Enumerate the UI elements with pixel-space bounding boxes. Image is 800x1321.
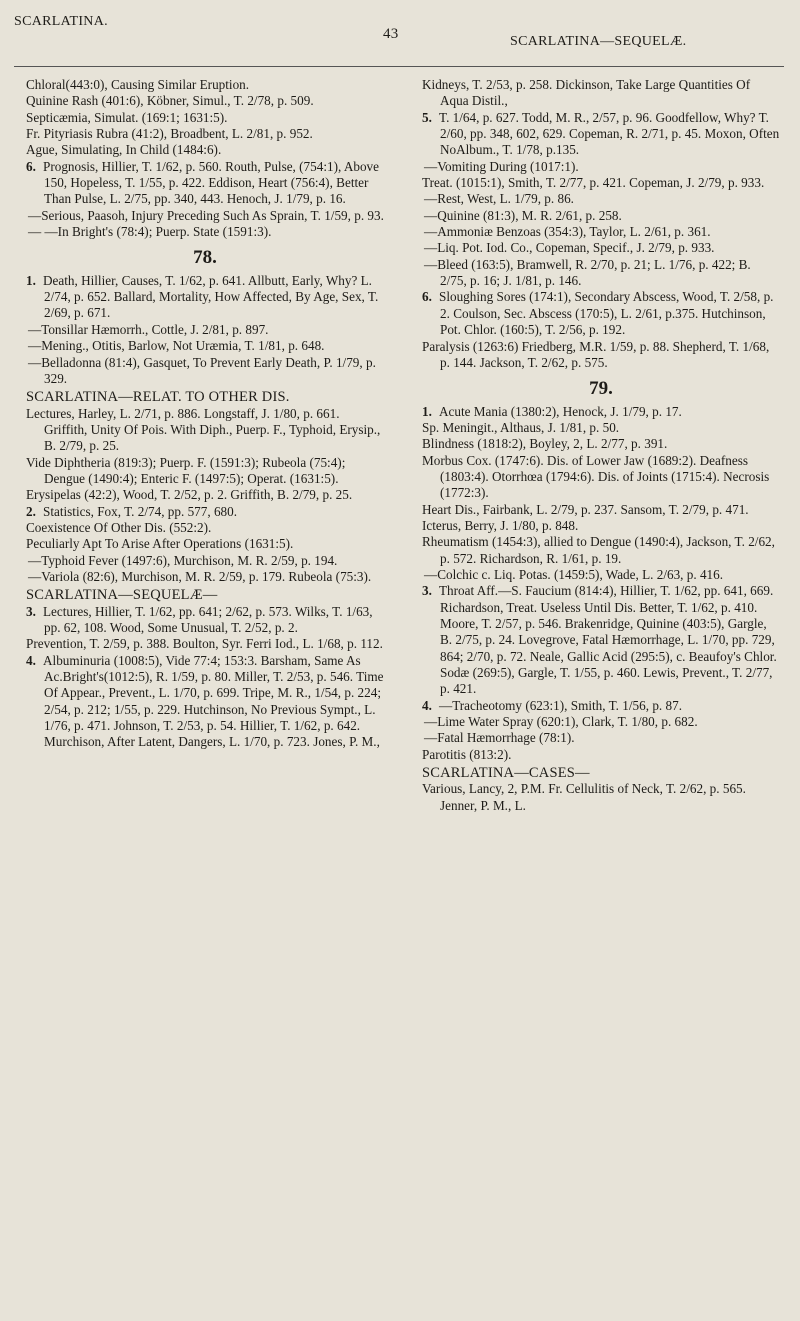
entry-text: Erysipelas (42:2), Wood, T. 2/52, p. 2. Griffith, B. 2/79, p. 25. [26,487,353,503]
entry-text: Sp. Meningit., Althaus, J. 1/81, p. 50. [422,419,620,435]
sub-entry [422,240,780,256]
line-number: 4. [422,697,432,713]
entry-text: Albuminuria (1008:5), Vide 77:4; 153:3. Barsham, Same As Ac.Bright's(1012:5), R. 1/59, p. 80. Miller, T. 2/53, p. 546. Time Of Appear., Prevent., L. 1/70, p. 699. Tripe, M. R., 1/54, p. 224; 2/54, p. 212; 1/55, p. 229. Hutchinson, No Previous Sympt., L. 1/76, p. 471. Johnson, T. 2/53, p. 54. Hillier, T. 1/62, p. 642. Murchison, After Latent, Dangers, L. 1/70, p. 723. Jones, P. M., [43,652,384,750]
index-entry [422,404,780,420]
line-number: 4. [26,652,36,668]
entry-text: Rheumatism (1454:3), allied to Dengue (1490:4), Jackson, T. 2/62, p. 572. Richardson, R. 1/61, p. 19. [422,534,775,566]
entry-text: —Fatal Hæmorrhage (78:1). [424,730,575,746]
entry-text: Fr. Pityriasis Rubra (41:2), Broadbent, L. 2/81, p. 952. [26,126,313,142]
entry-text: Treat. (1015:1), Smith, T. 2/77, p. 421. Copeman, J. 2/79, p. 933. [422,175,765,191]
entry-text: —Ammoniæ Benzoas (354:3), Taylor, L. 2/61, p. 361. [424,224,711,240]
entry-text: —Bleed (163:5), Bramwell, R. 2/70, p. 21; L. 1/76, p. 422; B. 2/75, p. 16; J. 1/81, p. 146. [424,256,751,289]
entry-text: Lectures, Hillier, T. 1/62, pp. 641; 2/62, p. 573. Wilks, T. 1/63, pp. 62, 108. Wood, Some Unusual, T. 2/52, p. 2. [43,603,373,635]
sub-entry [422,208,780,224]
running-header-left: SCARLATINA. [14,14,108,29]
entry-text: —Vomiting During (1017:1). [424,158,579,174]
header-rule [14,66,784,67]
sub-entry [422,224,780,240]
index-entry [422,420,780,436]
entry-text: —Tonsillar Hæmorrh., Cottle, J. 2/81, p. 897. [28,321,269,337]
entry-text: —Rest, West, L. 1/79, p. 86. [424,191,574,207]
line-number: 2. [26,503,36,519]
right-column [422,77,780,814]
line-number: 1. [26,272,36,288]
entry-text: Ague, Simulating, In Child (1484:6). [26,142,222,158]
entry-text: —Serious, Paasoh, Injury Preceding Such As Sprain, T. 1/59, p. 93. [28,207,384,223]
page-number: 43 [383,26,399,42]
index-entry [26,93,384,109]
index-entry [26,110,384,126]
index-entry [422,436,780,452]
index-entry [26,126,384,142]
line-number: 1. [422,403,432,419]
entry-text: —Liq. Pot. Iod. Co., Copeman, Specif., J. 2/79, p. 933. [424,240,715,256]
entry-text: Heart Dis., Fairbank, L. 2/79, p. 237. Sansom, T. 2/79, p. 471. [422,501,749,517]
line-number: 6. [422,289,432,305]
index-entry [26,636,384,652]
entry-text: Parotitis (813:2). [422,746,512,762]
entry-text: Death, Hillier, Causes, T. 1/62, p. 641. Allbutt, Early, Why? L. 2/74, p. 652. Ballard, Mortality, How Affected, By Age, Sex, T. 2/69, p. 671. [43,272,379,321]
section-number: 79. [589,378,613,400]
entry-text: Prevention, T. 2/59, p. 388. Boulton, Syr. Ferri Iod., L. 1/68, p. 112. [26,636,383,652]
sub-entry [26,355,384,388]
sub-entry [422,567,780,583]
sub-entry [26,224,384,240]
index-entry [422,781,780,814]
sub-entry [422,257,780,290]
entry-text: Septicæmia, Simulat. (169:1; 1631:5). [26,109,228,125]
entry-text: Throat Aff.—S. Faucium (814:4), Hillier, T. 1/62, pp. 641, 669. Richardson, Treat. Useless Until Dis. Better, T. 1/62, p. 410. Moore, T. 2/57, p. 546. Brakenridge, Quinine (403:5), Gargle, B. 2/75, p. 24. Lovegrove, Fatal Hæmorrhage, L. 1/70, pp. 729, 864; 2/70, p. 72. Neale, Gallic Acid (295:5), c. Beaufoy's Chlor. Sodæ (269:5), Gargle, T. 1/55, p. 460. Lewis, Prevent., T. 2/77, p. 421. [439,583,777,697]
entry-text: Sloughing Sores (174:1), Secondary Abscess, Wood, T. 2/58, p. 2. Coulson, Sec. Abscess (170:5), L. 2/61, p.375. Hutchinson, Pot. Chlor. (160:5), T. 2/56, p. 192. [439,289,774,338]
entry-text: Kidneys, T. 2/53, p. 258. Dickinson, Take Large Quantities Of Aqua Distil., [422,77,751,109]
line-number: 6. [26,158,36,174]
running-header-right: SCARLATINA—SEQUELÆ. [510,34,687,49]
entry-text: —Quinine (81:3), M. R. 2/61, p. 258. [424,207,622,223]
index-entry [26,455,384,488]
sub-entry [26,322,384,338]
line-number: 3. [422,583,432,599]
entry-text: Chloral(443:0), Causing Similar Eruption. [26,77,250,92]
index-entry [26,536,384,552]
index-entry [422,534,780,567]
sub-entry [422,159,780,175]
entry-text: Blindness (1818:2), Boyley, 2, L. 2/77, p. 391. [422,436,668,452]
entry-text: Prognosis, Hillier, T. 1/62, p. 560. Routh, Pulse, (754:1), Above 150, Hopeless, T. 1/55, p. 422. Eddison, Heart (756:4), Better Than Pulse, L. 2/75, pp. 340, 443. Henoch, J. 1/79, p. 16. [43,158,379,207]
section-heading: SCARLATINA—SEQUELÆ— [26,587,218,604]
entry-text: Acute Mania (1380:2), Henock, J. 1/79, p. 17. [439,403,682,419]
section-heading: SCARLATINA—CASES— [422,765,590,782]
index-entry [26,604,384,637]
entry-text: — —In Bright's (78:4); Puerp. State (1591:3). [28,224,272,240]
sub-entry [422,730,780,746]
index-entry [26,504,384,520]
index-entry [26,653,384,751]
entry-text: Statistics, Fox, T. 2/74, pp. 577, 680. [43,503,238,519]
index-entry [26,487,384,503]
section-heading: SCARLATINA—RELAT. TO OTHER DIS. [26,389,290,406]
entry-text: Peculiarly Apt To Arise After Operations (1631:5). [26,536,294,552]
sub-entry [422,191,780,207]
entry-text: T. 1/64, p. 627. Todd, M. R., 2/57, p. 96. Goodfellow, Why? T. 2/60, pp. 348, 602, 629. Copeman, R. 2/71, p. 45. Moxon, Often NoAlbum., T. 1/78, p.135. [439,109,780,158]
index-entry [422,698,780,714]
line-number: 5. [422,109,432,125]
entry-text: —Typhoid Fever (1497:6), Murchison, M. R. 2/59, p. 194. [28,552,338,568]
index-entry [422,747,780,763]
index-entry [26,273,384,322]
sub-entry [422,714,780,730]
entry-text: —Mening., Otitis, Barlow, Not Uræmia, T. 1/81, p. 648. [28,338,325,354]
entry-text: Paralysis (1263:6) Friedberg, M.R. 1/59, p. 88. Shepherd, T. 1/68, p. 144. Jackson, T. 2/62, p. 575. [422,338,770,370]
index-entry [422,518,780,534]
entry-text: —Lime Water Spray (620:1), Clark, T. 1/80, p. 682. [424,714,698,730]
entry-text: Coexistence Of Other Dis. (552:2). [26,519,212,535]
entry-text: Various, Lancy, 2, P.M. Fr. Cellulitis of Neck, T. 2/62, p. 565. Jenner, P. M., L. [422,781,746,813]
sub-entry [26,338,384,354]
sub-entry [26,553,384,569]
entry-text: —Colchic c. Liq. Potas. (1459:5), Wade, L. 2/63, p. 416. [424,566,724,582]
index-entry [26,159,384,208]
entry-text: Morbus Cox. (1747:6). Dis. of Lower Jaw (1689:2). Deafness (1803:4). Otorrhœa (1794:6). Dis. of Joints (1715:4). Necrosis (1772:3). [422,452,770,501]
index-entry [422,289,780,338]
index-entry [422,453,780,502]
index-entry [422,339,780,372]
entry-text: Quinine Rash (401:6), Köbner, Simul., T. 2/78, p. 509. [26,93,314,109]
index-entry [422,77,780,110]
sub-entry [26,208,384,224]
entry-text: —Tracheotomy (623:1), Smith, T. 1/56, p. 87. [439,697,682,713]
index-entry [422,583,780,697]
line-number: 3. [26,603,36,619]
section-number: 78. [193,247,217,269]
index-entry [422,110,780,159]
index-entry [26,520,384,536]
index-entry [422,175,780,191]
index-entry [422,502,780,518]
entry-text: —Variola (82:6), Murchison, M. R. 2/59, p. 179. Rubeola (75:3). [28,568,372,584]
index-entry [26,406,384,455]
entry-text: —Belladonna (81:4), Gasquet, To Prevent Early Death, P. 1/79, p. 329. [28,354,376,386]
index-entry [26,142,384,158]
entry-text: Vide Diphtheria (819:3); Puerp. F. (1591:3); Rubeola (75:4); Dengue (1490:4); Enteric F. (1497:5); Operat. (1631:5). [26,454,346,486]
sub-entry [26,569,384,585]
index-entry [26,77,384,93]
entry-text: Lectures, Harley, L. 2/71, p. 886. Longstaff, J. 1/80, p. 661. Griffith, Unity Of Pois. With Diph., Puerp. F., Typhoid, Erysip., B. 2/79, p. 25. [26,405,381,454]
entry-text: Icterus, Berry, J. 1/80, p. 848. [422,517,579,533]
left-column [26,77,384,751]
